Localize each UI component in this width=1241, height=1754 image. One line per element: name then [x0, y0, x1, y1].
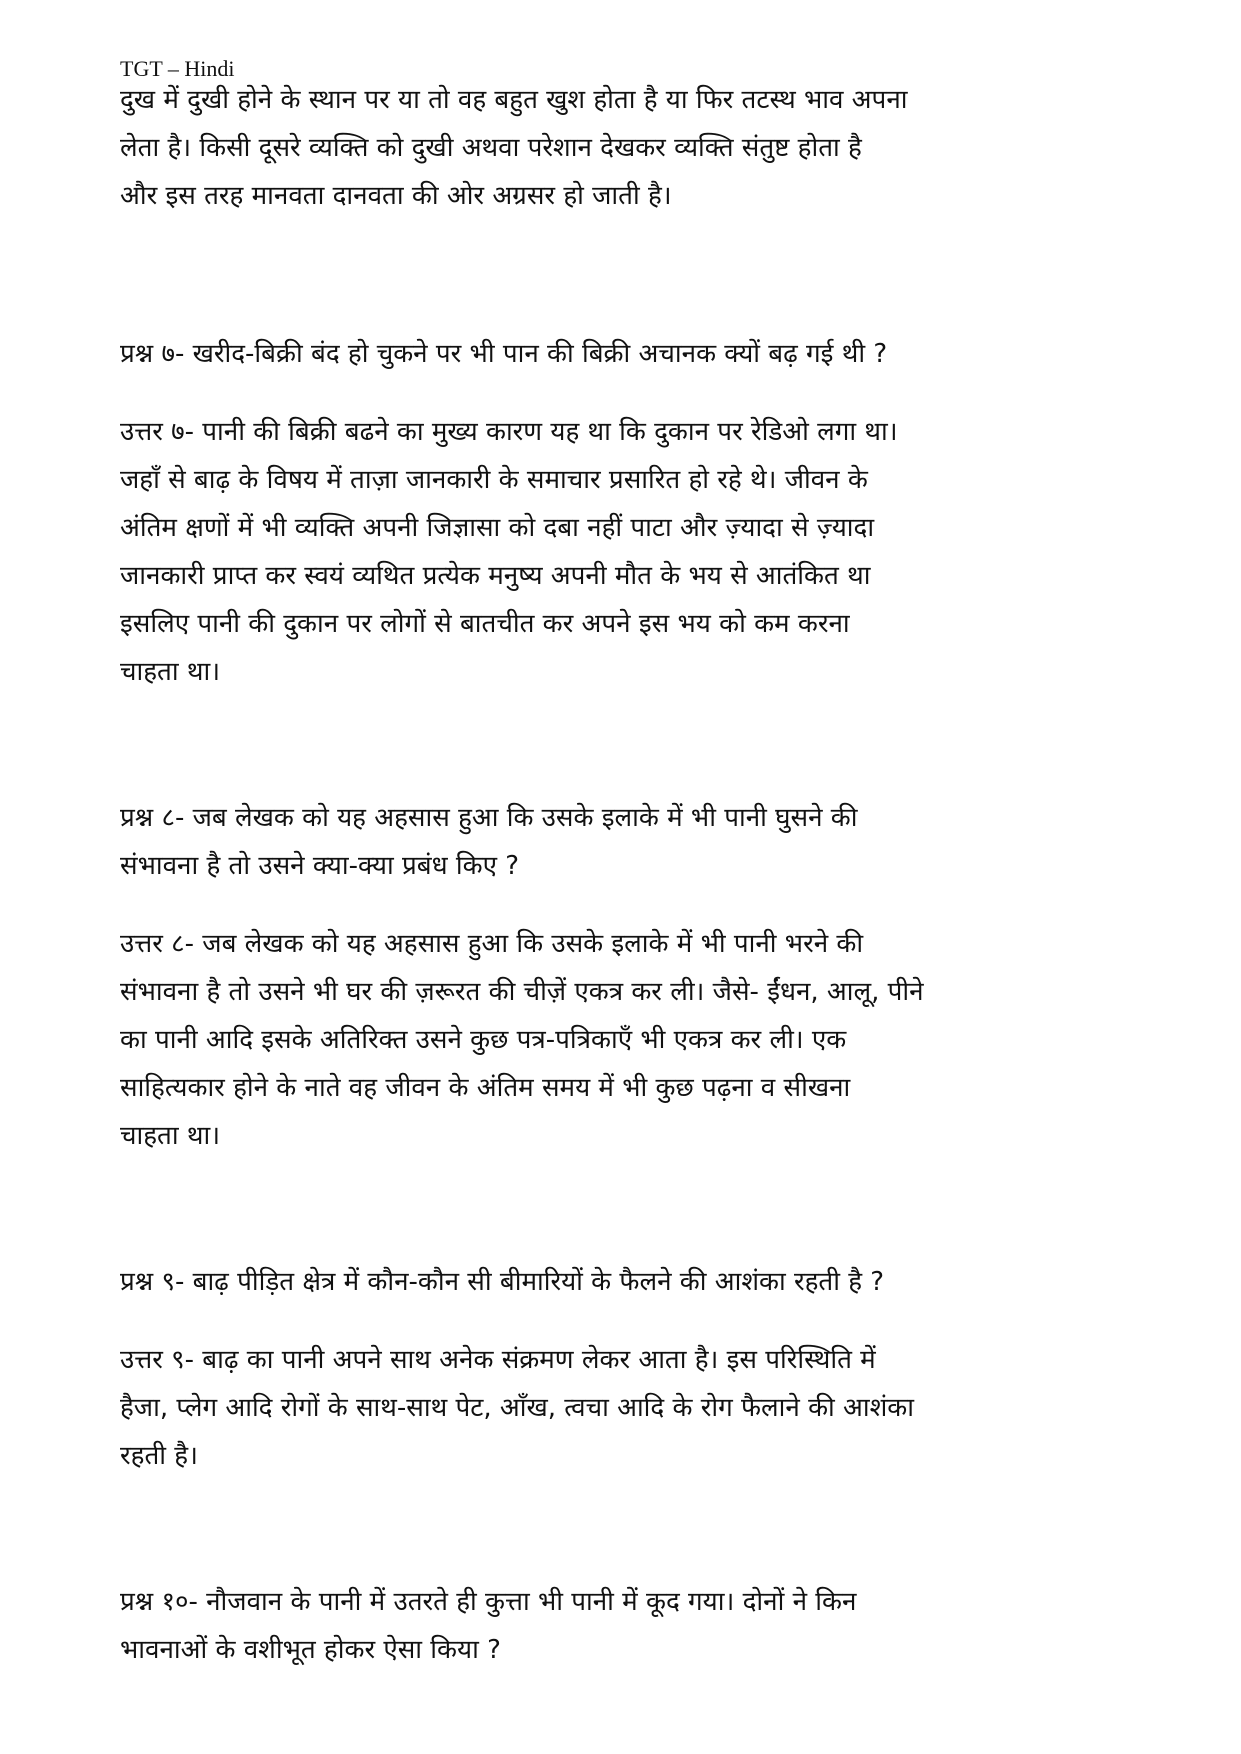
answer-8	[120, 920, 1130, 1160]
answer-line: जहाँ से बाढ़ के विषय में ताज़ा जानकारी के समाचार प्रसारित हो रहे थे। जीवन के	[120, 465, 868, 495]
text-line: लेता है। किसी दूसरे व्यक्ति को दुखी अथवा परेशान देखकर व्यक्ति संतुष्ट होता है	[120, 133, 862, 163]
answer-line: अंतिम क्षणों में भी व्यक्ति अपनी जिज्ञासा को दबा नहीं पाटा और ज़्यादा से ज़्यादा	[120, 513, 875, 543]
answer-line: इसलिए पानी की दुकान पर लोगों से बातचीत कर अपने इस भय को कम करना	[120, 609, 850, 639]
answer-line: जानकारी प्राप्त कर स्वयं व्यथित प्रत्येक मनुष्य अपनी मौत के भय से आतंकित था	[120, 561, 871, 591]
question-line: प्रश्न १०- नौजवान के पानी में उतरते ही कुत्ता भी पानी में कूद गया। दोनों ने किन	[120, 1587, 857, 1617]
answer-line: हैजा, प्लेग आदि रोगों के साथ-साथ पेट, आँख, त्वचा आदि के रोग फैलाने की आशंका	[120, 1393, 915, 1423]
answer-line: रहती है।	[120, 1441, 198, 1471]
text-line: दुख में दुखी होने के स्थान पर या तो वह बहुत खुश होता है या फिर तटस्थ भाव अपना	[120, 85, 908, 115]
answer-line: चाहता था।	[120, 1121, 221, 1151]
answer-line: चाहता था।	[120, 657, 221, 687]
question-10	[120, 1578, 1130, 1674]
answer-line: साहित्यकार होने के नाते वह जीवन के अंतिम समय में भी कुछ पढ़ना व सीखना	[120, 1073, 851, 1103]
question-9	[120, 1258, 1130, 1306]
question-line: प्रश्न ८- जब लेखक को यह अहसास हुआ कि उसके इलाके में भी पानी घुसने की	[120, 803, 858, 833]
answer-line: उत्तर ७- पानी की बिक्री बढने का मुख्य कारण यह था कि दुकान पर रेडिओ लगा था।	[120, 417, 898, 447]
question-line: भावनाओं के वशीभूत होकर ऐसा किया ?	[120, 1635, 501, 1665]
answer-7	[120, 408, 1130, 696]
page-header: TGT – Hindi	[120, 56, 235, 81]
answer-line: उत्तर ८- जब लेखक को यह अहसास हुआ कि उसके इलाके में भी पानी भरने की	[120, 929, 864, 959]
text-line: और इस तरह मानवता दानवता की ओर अग्रसर हो जाती है।	[120, 181, 672, 211]
answer-line: उत्तर ९- बाढ़ का पानी अपने साथ अनेक संक्रमण लेकर आता है। इस परिस्थिति में	[120, 1345, 876, 1375]
answer-line: संभावना है तो उसने भी घर की ज़रूरत की चीज़ें एकत्र कर ली। जैसे- ईंधन, आलू, पीने	[120, 977, 924, 1007]
answer-line: का पानी आदि इसके अतिरिक्त उसने कुछ पत्र-पत्रिकाएँ भी एकत्र कर ली। एक	[120, 1025, 847, 1055]
intro-paragraph	[120, 76, 1130, 220]
question-8	[120, 794, 1130, 890]
question-line: प्रश्न ९- बाढ़ पीड़ित क्षेत्र में कौन-कौन सी बीमारियों के फैलने की आशंका रहती है ?	[120, 1267, 885, 1297]
question-line: संभावना है तो उसने क्या-क्या प्रबंध किए ?	[120, 851, 520, 881]
question-7	[120, 330, 1130, 378]
answer-9	[120, 1336, 1130, 1480]
question-line: प्रश्न ७- खरीद-बिक्री बंद हो चुकने पर भी पान की बिक्री अचानक क्यों बढ़ गई थी ?	[120, 339, 888, 369]
